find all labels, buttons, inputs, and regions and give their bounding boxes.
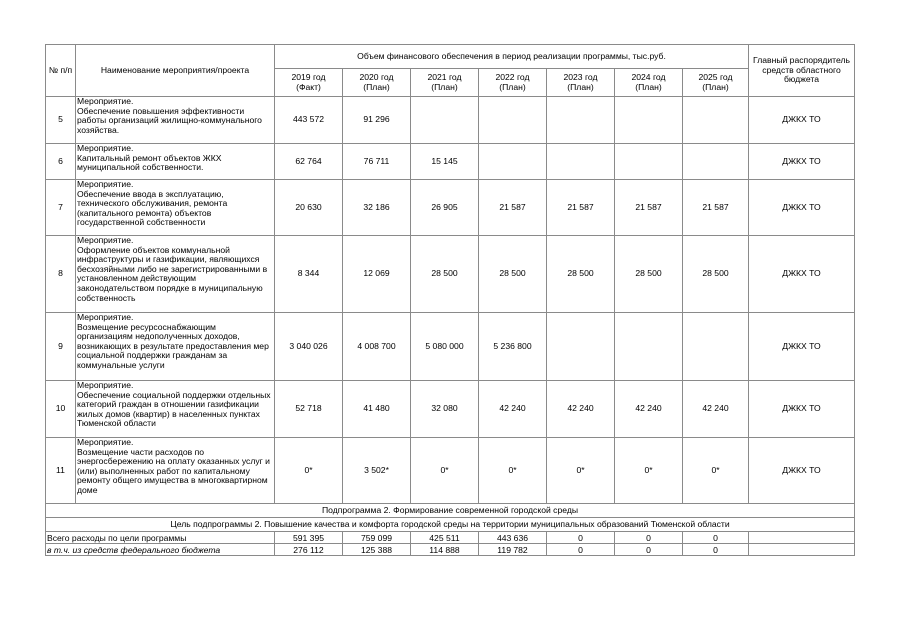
totals-value: 0 <box>683 544 749 556</box>
funding-value: 0* <box>547 438 615 504</box>
funding-value: 28 500 <box>683 236 749 313</box>
header-year-4 <box>547 69 615 97</box>
table-row <box>46 236 855 313</box>
header-year-2 <box>411 69 479 97</box>
funding-value: 0* <box>683 438 749 504</box>
funding-value <box>547 144 615 180</box>
activity-name: Мероприятие. Оформление объектов коммунальной инфраструктуры и газификации, являющихся бесхозяйными либо не зарегистрированными в установленном действующим законодательством порядке в муниципальную собственность <box>76 236 275 313</box>
funding-value: 32 186 <box>343 180 411 236</box>
totals-value: 0 <box>547 544 615 556</box>
table-row <box>46 180 855 236</box>
header-year-label: 2024 год <box>631 71 666 82</box>
funding-value: 28 500 <box>479 236 547 313</box>
funding-value: 42 240 <box>479 381 547 438</box>
funding-value: 4 008 700 <box>343 313 411 381</box>
funding-value <box>411 97 479 144</box>
row-number: 5 <box>46 97 76 144</box>
funding-value: 32 080 <box>411 381 479 438</box>
funding-value <box>683 144 749 180</box>
table-row <box>46 313 855 381</box>
header-year-type: (План) <box>635 81 662 92</box>
funding-value <box>683 313 749 381</box>
funding-value: 21 587 <box>547 180 615 236</box>
header-manager: Главный распорядитель средств областного бюджета <box>749 45 855 97</box>
activity-name: Мероприятие. Обеспечение повышения эффективности работы организаций жилищно-коммунального хозяйства. <box>76 97 275 144</box>
funding-value: 12 069 <box>343 236 411 313</box>
header-year-label: 2020 год <box>359 71 394 82</box>
header-year-label: 2023 год <box>563 71 598 82</box>
funding-value <box>615 144 683 180</box>
funding-value: 20 630 <box>275 180 343 236</box>
header-year-type: (План) <box>499 81 526 92</box>
activity-name: Мероприятие. Обеспечение социальной поддержки отдельных категорий граждан в отношении газификации жилых домов (квартир) в населенных пунктах Тюменской области <box>76 381 275 438</box>
header-funding: Объем финансового обеспечения в период реализации программы, тыс.руб. <box>275 45 749 69</box>
totals-row <box>46 544 855 556</box>
header-year-3 <box>479 69 547 97</box>
totals-value: 591 395 <box>275 532 343 544</box>
totals-value: 759 099 <box>343 532 411 544</box>
funding-value: 42 240 <box>683 381 749 438</box>
row-number: 9 <box>46 313 76 381</box>
header-year-type: (План) <box>702 81 729 92</box>
funding-value: 21 587 <box>479 180 547 236</box>
totals-value: 119 782 <box>479 544 547 556</box>
funding-value: 3 040 026 <box>275 313 343 381</box>
funding-value <box>479 97 547 144</box>
totals-value: 425 511 <box>411 532 479 544</box>
funding-value: 0* <box>479 438 547 504</box>
table-row <box>46 381 855 438</box>
header-year-1 <box>343 69 411 97</box>
header-year-type: (План) <box>567 81 594 92</box>
funding-value: 41 480 <box>343 381 411 438</box>
activity-name: Мероприятие. Капитальный ремонт объектов ЖКХ муниципальной собственности. <box>76 144 275 180</box>
funding-value: 52 718 <box>275 381 343 438</box>
totals-manager <box>749 532 855 544</box>
totals-value: 114 888 <box>411 544 479 556</box>
funding-value: 62 764 <box>275 144 343 180</box>
budget-manager: ДЖКХ ТО <box>749 97 855 144</box>
subprogram-title: Подпрограмма 2. Формирование современной городской среды <box>46 504 855 518</box>
header-year-type: (План) <box>363 81 390 92</box>
funding-value: 21 587 <box>683 180 749 236</box>
header-year-label: 2021 год <box>427 71 462 82</box>
header-name: Наименование мероприятия/проекта <box>76 45 275 97</box>
funding-value <box>479 144 547 180</box>
document-page <box>45 44 855 556</box>
header-year-5 <box>615 69 683 97</box>
funding-value: 3 502* <box>343 438 411 504</box>
budget-manager: ДЖКХ ТО <box>749 438 855 504</box>
funding-value: 26 905 <box>411 180 479 236</box>
header-num: № п/п <box>46 45 76 97</box>
funding-value: 443 572 <box>275 97 343 144</box>
funding-value: 21 587 <box>615 180 683 236</box>
totals-value: 0 <box>547 532 615 544</box>
funding-value: 0* <box>615 438 683 504</box>
budget-manager: ДЖКХ ТО <box>749 313 855 381</box>
totals-value: 125 388 <box>343 544 411 556</box>
totals-value: 0 <box>615 544 683 556</box>
funding-value: 28 500 <box>547 236 615 313</box>
funding-value: 8 344 <box>275 236 343 313</box>
funding-value: 42 240 <box>615 381 683 438</box>
budget-manager: ДЖКХ ТО <box>749 381 855 438</box>
funding-value: 42 240 <box>547 381 615 438</box>
header-year-6 <box>683 69 749 97</box>
header-year-0 <box>275 69 343 97</box>
funding-value: 5 080 000 <box>411 313 479 381</box>
funding-value <box>683 97 749 144</box>
funding-value <box>547 313 615 381</box>
funding-value <box>615 313 683 381</box>
funding-value: 91 296 <box>343 97 411 144</box>
funding-value: 0* <box>411 438 479 504</box>
subprogram-goal: Цель подпрограммы 2. Повышение качества и комфорта городской среды на территории муниципальных образований Тюменской области <box>46 518 855 532</box>
budget-manager: ДЖКХ ТО <box>749 144 855 180</box>
row-number: 10 <box>46 381 76 438</box>
funding-value: 5 236 800 <box>479 313 547 381</box>
header-year-type: (Факт) <box>296 81 321 92</box>
funding-table <box>45 44 855 556</box>
budget-manager: ДЖКХ ТО <box>749 180 855 236</box>
funding-value: 28 500 <box>615 236 683 313</box>
header-year-label: 2025 год <box>698 71 733 82</box>
row-number: 11 <box>46 438 76 504</box>
activity-name: Мероприятие. Возмещение ресурсоснабжающим организациям недополученных доходов, возникающих в результате предоставления мер социальной поддержки гражданам за коммунальные услуги <box>76 313 275 381</box>
funding-value <box>615 97 683 144</box>
totals-value: 443 636 <box>479 532 547 544</box>
table-row <box>46 438 855 504</box>
header-year-label: 2019 год <box>291 71 326 82</box>
table-row <box>46 144 855 180</box>
totals-manager <box>749 544 855 556</box>
funding-value <box>547 97 615 144</box>
totals-value: 0 <box>615 532 683 544</box>
row-number: 6 <box>46 144 76 180</box>
funding-value: 28 500 <box>411 236 479 313</box>
totals-row <box>46 532 855 544</box>
funding-value: 15 145 <box>411 144 479 180</box>
funding-value: 76 711 <box>343 144 411 180</box>
header-year-label: 2022 год <box>495 71 530 82</box>
budget-manager: ДЖКХ ТО <box>749 236 855 313</box>
row-number: 7 <box>46 180 76 236</box>
row-number: 8 <box>46 236 76 313</box>
totals-value: 0 <box>683 532 749 544</box>
totals-value: 276 112 <box>275 544 343 556</box>
table-row <box>46 97 855 144</box>
totals-label: в т.ч. из средств федерального бюджета <box>46 544 275 556</box>
activity-name: Мероприятие. Возмещение части расходов по энергосбережению на оплату оказанных услуг и (или) выполненных работ по капитальному ремонту общего имущества в многоквартирном доме <box>76 438 275 504</box>
activity-name: Мероприятие. Обеспечение ввода в эксплуатацию, технического обслуживания, ремонта (капитального ремонта) объектов государственной собственности <box>76 180 275 236</box>
funding-value: 0* <box>275 438 343 504</box>
header-year-type: (План) <box>431 81 458 92</box>
totals-label: Всего расходы по цели программы <box>46 532 275 544</box>
